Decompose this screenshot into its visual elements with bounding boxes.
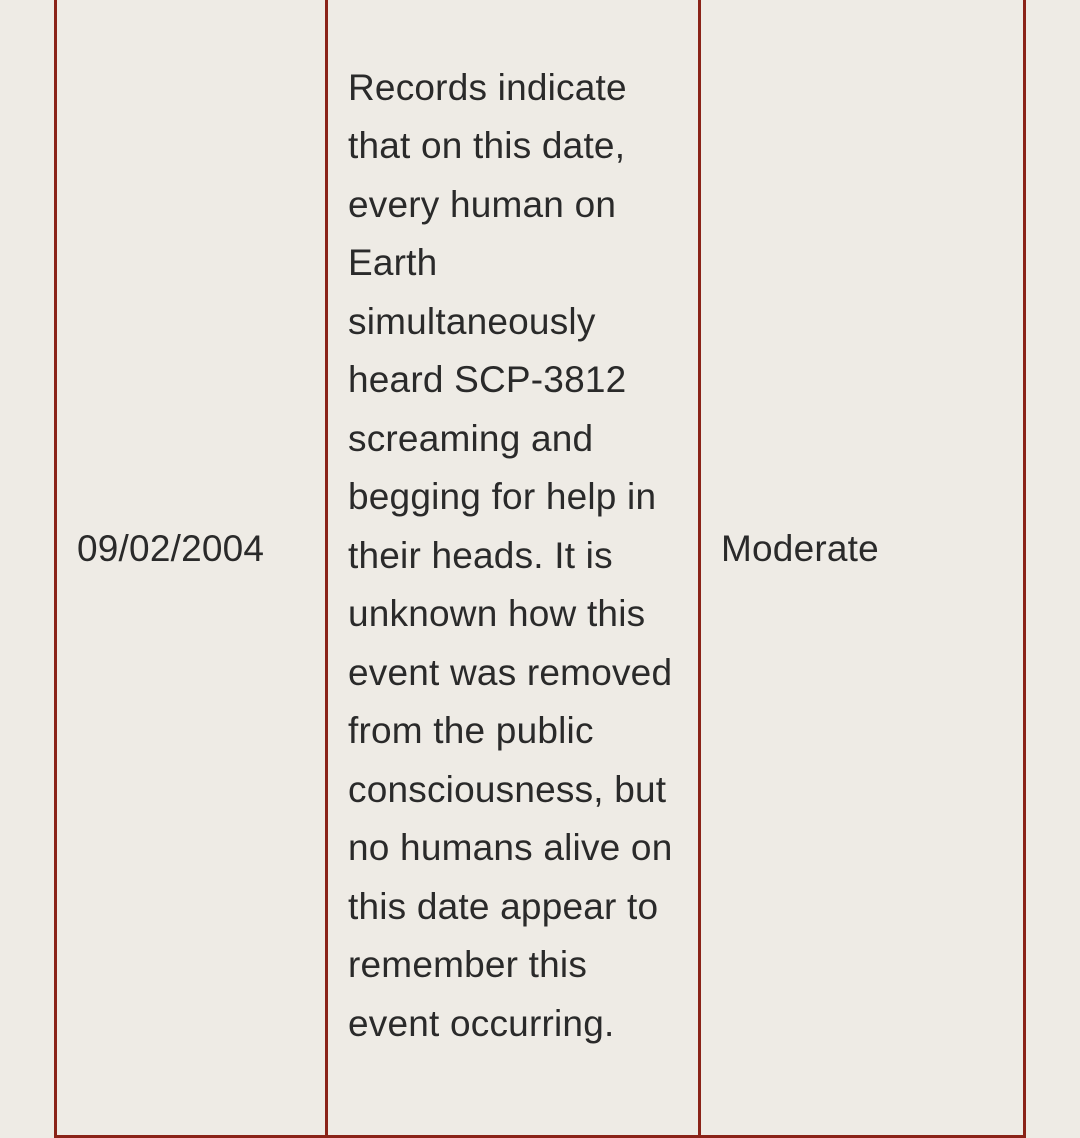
description-cell <box>327 0 700 1137</box>
incident-description: Records indicate that on this date, every human on Earth simultaneously heard SCP-3812 screaming and begging for help in their heads. It is unknown how this event was removed from the public consciousness, but no humans alive on this date appear to remember this event occurring. <box>348 66 673 1044</box>
incident-severity: Moderate <box>721 527 879 569</box>
incident-table <box>54 0 1026 1138</box>
date-cell <box>56 0 327 1137</box>
incident-date: 09/02/2004 <box>77 527 265 569</box>
table-row <box>56 0 1025 1137</box>
severity-cell <box>700 0 1025 1137</box>
incident-table-container <box>54 0 1026 1138</box>
